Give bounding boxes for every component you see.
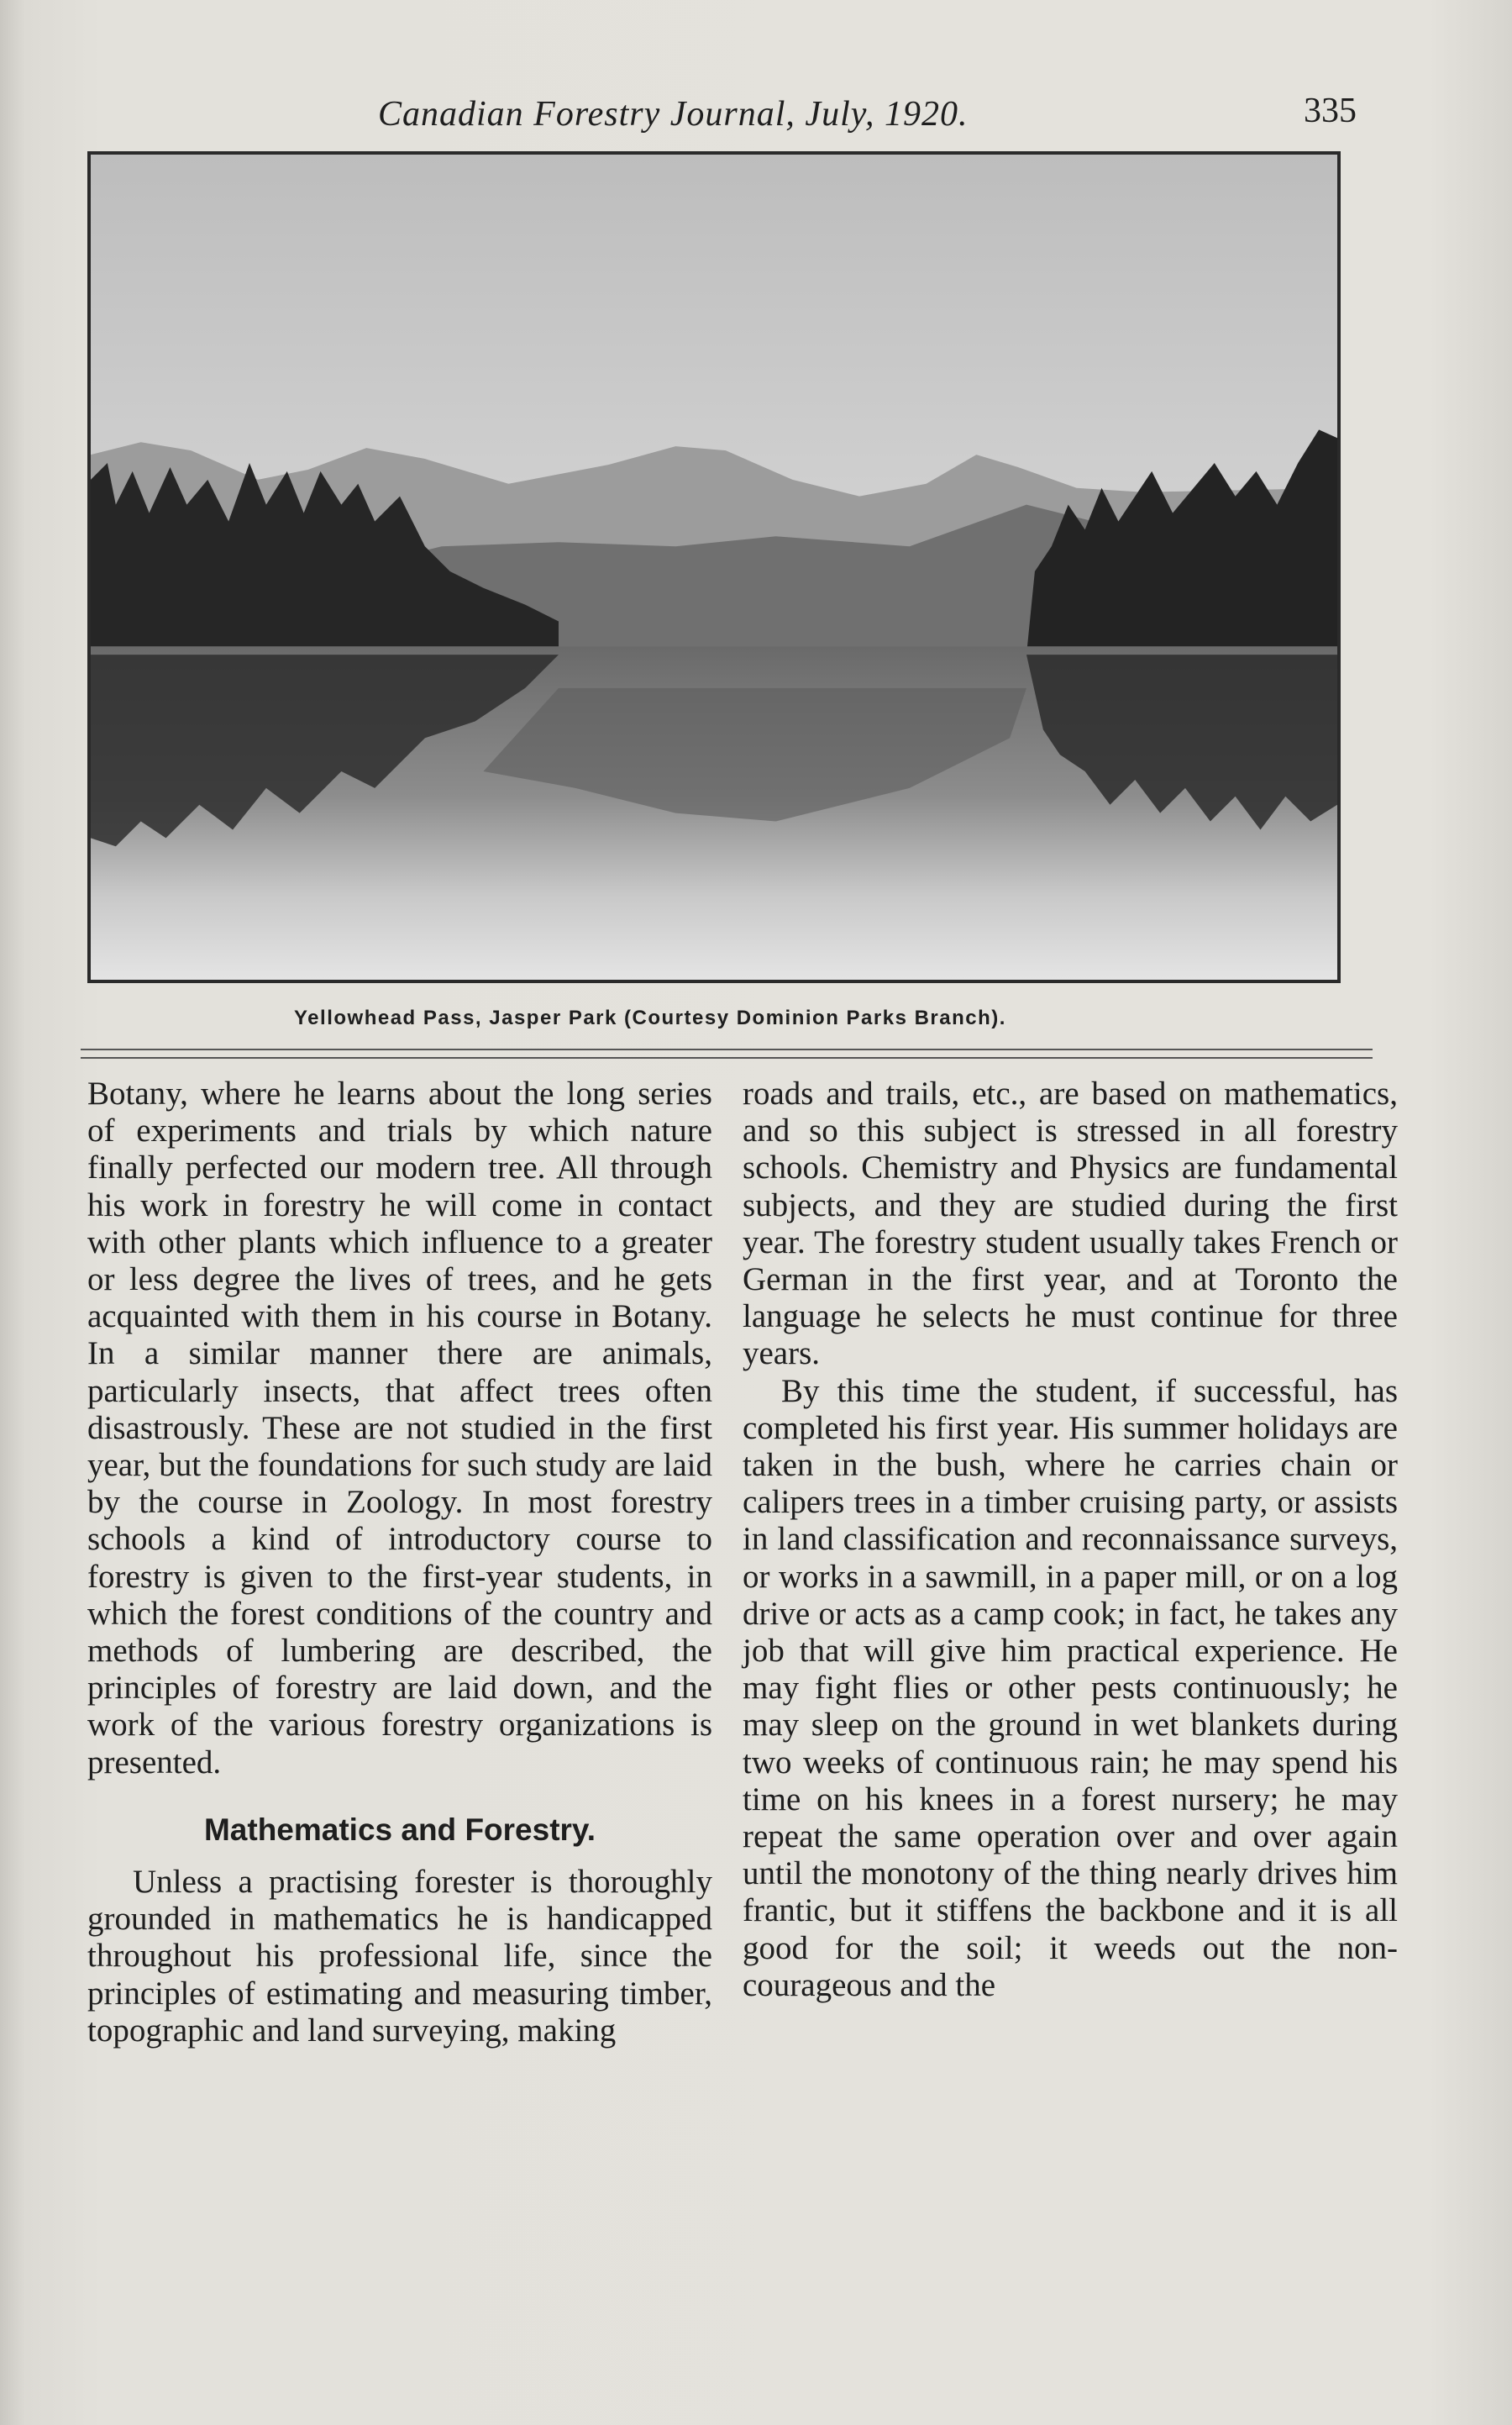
right-paragraph-roads: roads and trails, etc., are based on mathematics, and so this subject is stressed in all forestry schools. Chemistry and Physics are fundamental subjects, and they are studied during the first year. The forestry student usually takes French or German in the first year, and at Toronto the language he selects he must continue for three years. (743, 1076, 1398, 1372)
left-text-column (87, 1076, 712, 2049)
left-paragraph-mathematics: Unless a practising forester is thoroughly grounded in mathematics he is handicapped throughout his professional life, since the principles of estimating and measuring timber, topographic and land surveying, making (87, 1864, 712, 2049)
section-heading-mathematics: Mathematics and Forestry. (203, 1812, 596, 1847)
landscape-photo (87, 151, 1341, 983)
lake-mountain-illustration (91, 155, 1337, 980)
right-paragraph-summer-work: By this time the student, if successful, has completed his first year. His summer holidays are taken in the bush, where he carries chain or calipers trees in a timber cruising party, or assists in land classification and reconnaissance surveys, or works in a sawmill, in a paper mill, or on a log drive or acts as a camp cook; in fact, he takes any job that will give him practical experience. He may fight flies or other pests continuously; he may sleep on the ground in wet blankets during two weeks of continuous rain; he may spend his time on his knees in a forest nursery; he may repeat the same operation over and over again until the monotony of the thing nearly drives him frantic, but it stiffens the backbone and it is all good for the soil; it weeds out the non-courageous and the (743, 1372, 1398, 2003)
caption-divider-top (81, 1049, 1373, 1050)
caption-divider-bottom (81, 1057, 1373, 1059)
page-number: 335 (1304, 92, 1357, 130)
left-paragraph-botany: Botany, where he learns about the long series of experiments and trials by which nature finally perfected our modern tree. All through his work in forestry he will come in contact with other plants which influence to a greater or less degree the lives of trees, and he gets acquainted with them in his course in Botany. In a similar manner there are animals, particularly insects, that affect trees often disastrously. These are not studied in the first year, but the foundations for such study are laid by the course in Zoology. In most forestry schools a kind of introductory course to forestry is given to the first-year students, in which the forest conditions of the country and methods of lumbering are described, the principles of forestry are laid down, and the work of the various forestry organizations is presented. (87, 1076, 712, 1781)
running-header: Canadian Forestry Journal, July, 1920. (378, 95, 969, 134)
right-text-column (743, 1076, 1398, 2004)
figure-caption: Yellowhead Pass, Jasper Park (Courtesy Dominion Parks Branch). (294, 1007, 1006, 1029)
